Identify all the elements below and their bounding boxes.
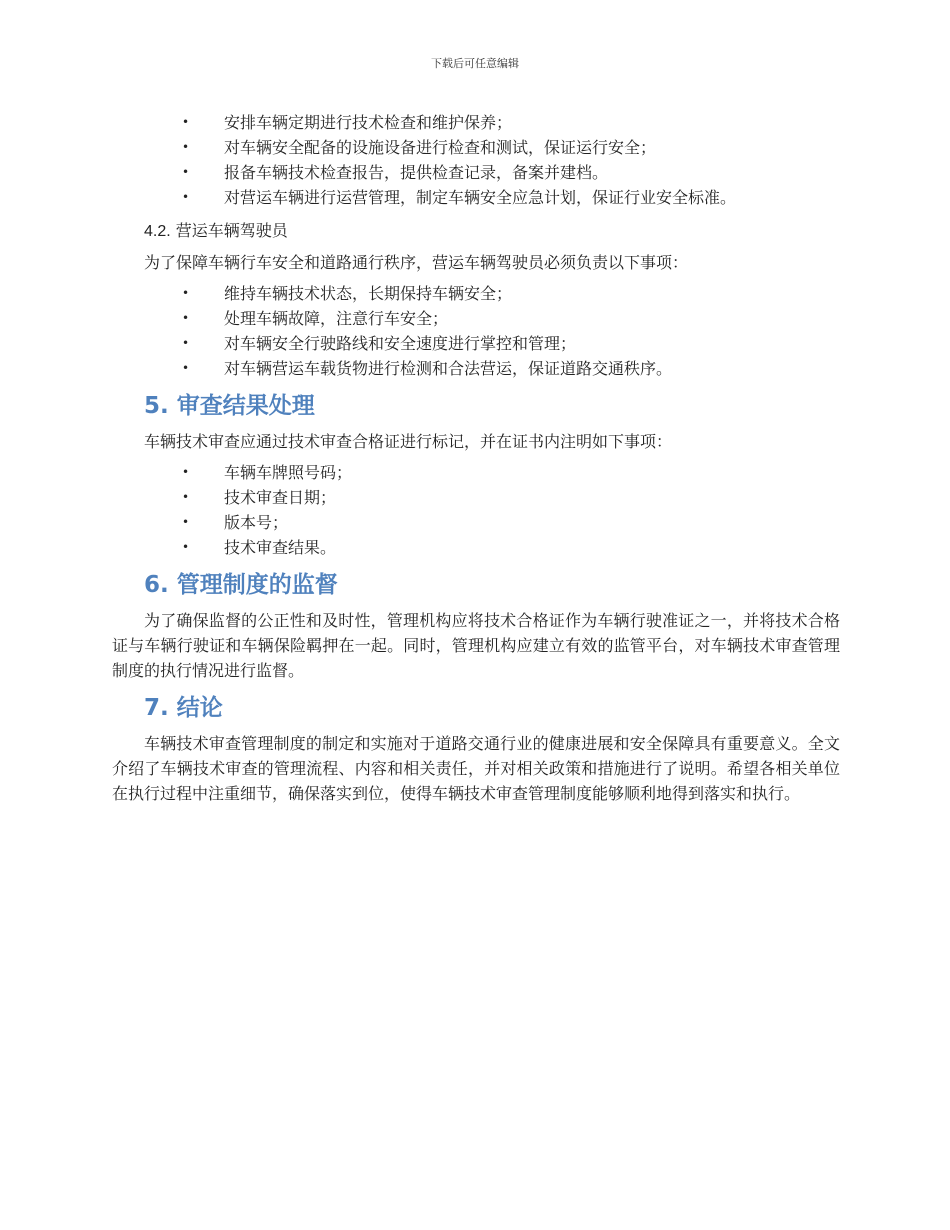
- bullet-list-driver-duties: [112, 281, 840, 381]
- bullet-icon: •: [182, 515, 190, 529]
- paragraph-section-6: 为了确保监督的公正性和及时性，管理机构应将技术合格证作为车辆行驶准证之一，并将技术合格证与车辆行驶证和车辆保险羁押在一起。同时，管理机构应建立有效的监管平台，对车辆技术审查管理制度的执行情况进行监督。: [112, 611, 840, 680]
- list-item: • 对营运车辆进行运营管理，制定车辆安全应急计划，保证行业安全标准。: [112, 185, 840, 210]
- list-item: • 报备车辆技术检查报告，提供检查记录，备案并建档。: [112, 160, 840, 185]
- subheading-4-2: 4.2. 营运车辆驾驶员: [144, 221, 288, 240]
- bullet-icon: •: [182, 286, 190, 300]
- heading-section-5: 5. 审查结果处理: [144, 393, 315, 419]
- heading-section-6: 6. 管理制度的监督: [144, 572, 338, 598]
- bullet-icon: •: [182, 165, 190, 179]
- list-item: • 对车辆安全配备的设施设备进行检查和测试，保证运行安全；: [112, 135, 840, 160]
- bullet-icon: •: [182, 311, 190, 325]
- list-item: • 处理车辆故障，注意行车安全；: [112, 306, 840, 331]
- bullet-icon: •: [182, 190, 190, 204]
- paragraph-section-7: 车辆技术审查管理制度的制定和实施对于道路交通行业的健康进展和安全保障具有重要意义。全文介绍了车辆技术审查的管理流程、内容和相关责任，并对相关政策和措施进行了说明。希望各相关单位在执行过程中注重细节，确保落实到位，使得车辆技术审查管理制度能够顺利地得到落实和执行。: [112, 734, 840, 803]
- list-item: • 技术审查结果。: [112, 535, 840, 560]
- bullet-icon: •: [182, 140, 190, 154]
- bullet-icon: •: [182, 361, 190, 375]
- bullet-icon: •: [182, 490, 190, 504]
- bullet-icon: •: [182, 115, 190, 129]
- list-item: • 对车辆安全行驶路线和安全速度进行掌控和管理；: [112, 331, 840, 356]
- paragraph-4-2-intro: 为了保障车辆行车安全和道路通行秩序，营运车辆驾驶员必须负责以下事项：: [144, 253, 689, 272]
- heading-section-7: 7. 结论: [144, 695, 223, 721]
- bullet-icon: •: [182, 336, 190, 350]
- list-item: • 版本号；: [112, 510, 840, 535]
- list-item: • 维持车辆技术状态，长期保持车辆安全；: [112, 281, 840, 306]
- list-item: • 技术审查日期；: [112, 485, 840, 510]
- list-item: • 对车辆营运车载货物进行检测和合法营运，保证道路交通秩序。: [112, 356, 840, 381]
- bullet-icon: •: [182, 465, 190, 479]
- document-content: [112, 110, 840, 812]
- bullet-icon: •: [182, 540, 190, 554]
- bullet-list-certificate-items: [112, 460, 840, 560]
- page-header: 下载后可任意编辑: [431, 57, 519, 70]
- list-item: • 安排车辆定期进行技术检查和维护保养；: [112, 110, 840, 135]
- list-item: • 车辆车牌照号码；: [112, 460, 840, 485]
- paragraph-section-5-intro: 车辆技术审查应通过技术审查合格证进行标记，并在证书内注明如下事项：: [144, 432, 673, 451]
- bullet-list-vehicle-duties: [112, 110, 840, 210]
